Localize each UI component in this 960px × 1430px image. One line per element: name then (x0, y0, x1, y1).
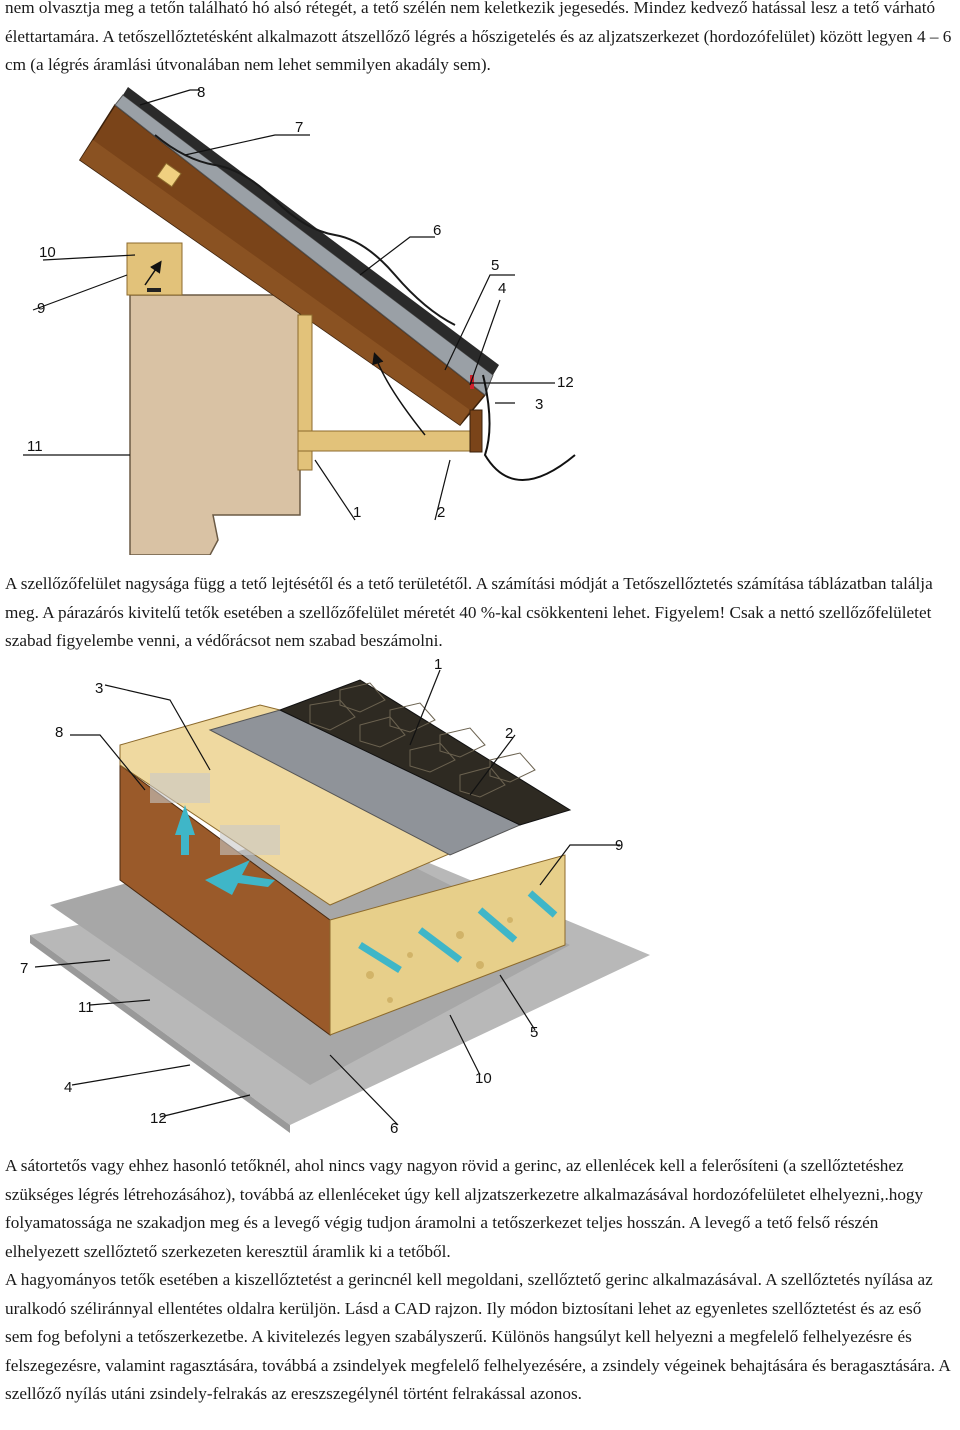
label-11: 11 (78, 999, 94, 1016)
label-7: 7 (295, 119, 304, 136)
label-4: 4 (64, 1079, 73, 1096)
label-7: 7 (20, 960, 29, 977)
label-1: 1 (353, 504, 362, 521)
label-1: 1 (434, 656, 443, 673)
intro-paragraph: nem olvasztja meg a tetőn található hó alsó rétegét, a tető szélén nem keletkezik jegesedés. Mindez kedvező hatással lesz a tető várható élettartamára. A tetőszellőztetésként alkalmazott átszellőző légrés a hőszigetelés és az aljzatszerkezet (hordozófelület) között legyen 4 – 6 cm (a légrés áramlási útvonalában nem lehet semmilyen akadály sem). (5, 0, 952, 74)
closing-section (5, 1152, 953, 1409)
label-8: 8 (55, 724, 64, 741)
label-3: 3 (95, 680, 104, 697)
label-3: 3 (535, 396, 544, 413)
label-5: 5 (530, 1024, 539, 1041)
label-12: 12 (557, 374, 574, 391)
label-11: 11 (27, 438, 43, 455)
label-9: 9 (37, 300, 46, 317)
label-6: 6 (433, 222, 442, 239)
eave-ventilation-diagram (15, 85, 605, 555)
closing-paragraph-2: A hagyományos tetők esetében a kiszellőztetést a gerincnél kell megoldani, szellőztető gerinc alkalmazásával. A szellőztetés nyílása az uralkodó széliránnyal ellentétes oldalra kerüljön. Lásd a CAD rajzon. Ily módon biztosítani lehet az egyenletes szellőztetést és az eső sem fog befolyni a tetőszerkezetbe. A kivitelezés legyen szabályszerű. Különös hangsúlyt kell helyezni a megfelelő felhelyezésre és felszegezésre, valamint ragasztására, továbbá a zsindelyek megfelelő felhelyezésére, a zsindely végeinek behajtására és beragasztására. A szellőző nyílás utáni zsindely-felrakás az ereszszegélynél történt felrakással azonos. (5, 1270, 950, 1403)
label-9: 9 (615, 837, 624, 854)
closing-paragraph-1: A sátortetős vagy ehhez hasonló tetőknél, ahol nincs vagy nagyon rövid a gerinc, az ellenlécek kell a felerősíteni (a szellőztetéshez szükséges légrés létrehozásához), továbbá az ellenléceket úgy kell aljzatszerkezetre alkalmazásával hordozófelületet elhelyezni,.hogy folyamatossága ne szakadjon meg és a levegő végig tudjon áramolni a tetőszerkezet teljes hosszán. A levegő a tető felső részén elhelyezett szellőztető szerkezeten keresztül áramlik ki a tetőből. (5, 1156, 924, 1261)
label-2: 2 (437, 504, 446, 521)
label-12: 12 (150, 1110, 167, 1127)
label-4: 4 (498, 280, 507, 297)
middle-paragraph: A szellőzőfelület nagysága függ a tető lejtésétől és a tető területétől. A számítási módját a Tetőszellőztetés számítása táblázatban találja meg. A párazárós kivitelű tetők esetében a szellőzőfelület méretét 40 %-kal csökkenteni lehet. Figyelem! Csak a nettó szellőzőfelületet szabad figyelembe venni, a védőrácsot nem szabad beszámolni. (5, 574, 933, 650)
label-10: 10 (39, 244, 56, 261)
label-8: 8 (197, 85, 206, 101)
label-6: 6 (390, 1120, 399, 1137)
label-10: 10 (475, 1070, 492, 1087)
label-5: 5 (491, 257, 500, 274)
roof-layers-diagram (10, 655, 670, 1150)
label-2: 2 (505, 725, 514, 742)
